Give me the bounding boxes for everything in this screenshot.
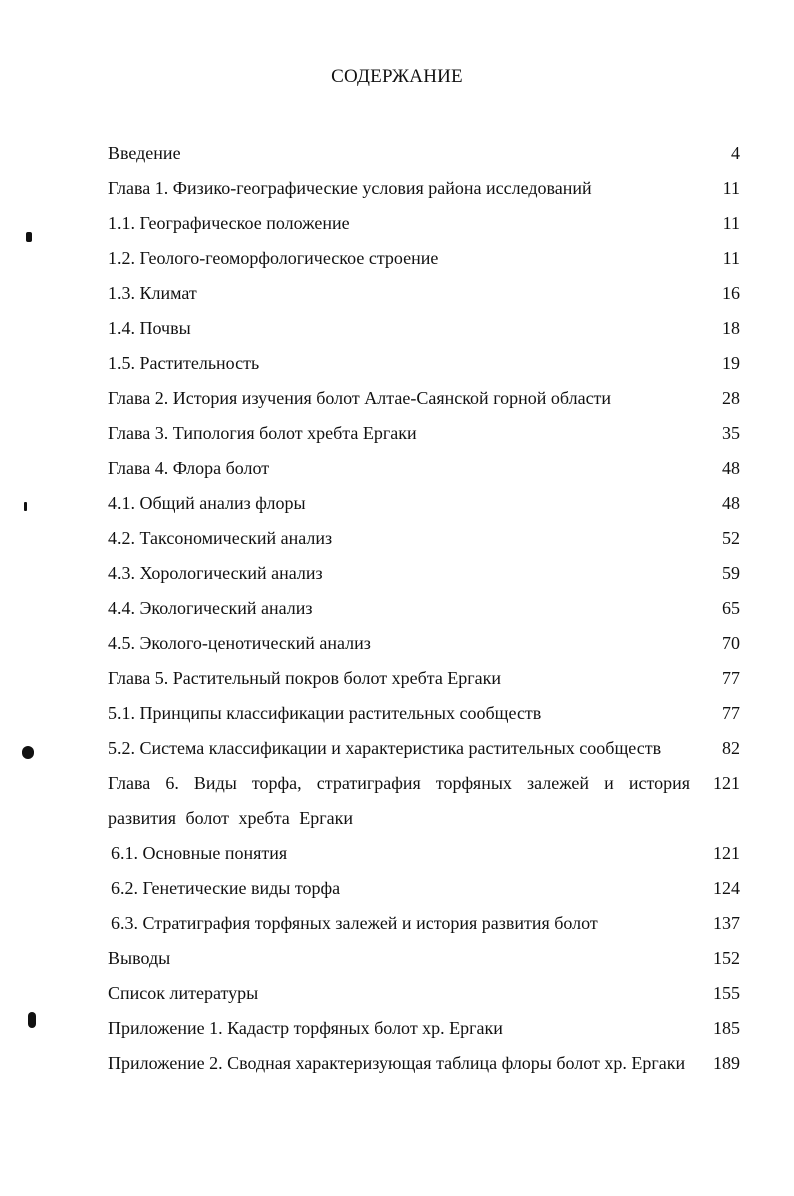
toc-entry-title: Глава 1. Физико-географические условия района исследований [108, 178, 592, 198]
toc-entry-page: 155 [713, 983, 740, 1003]
toc-entry-title: Глава 5. Растительный покров болот хребта Ергаки [108, 668, 502, 688]
toc-entry [108, 171, 740, 206]
toc-entry-title: 1.1. Географическое положение [108, 213, 350, 233]
toc-entry [108, 206, 740, 241]
toc-entry-title: Приложение 1. Кадастр торфяных болот хр. Ергаки [108, 1018, 503, 1038]
toc-entry-page: 18 [722, 318, 740, 338]
toc-entry [108, 556, 740, 591]
toc-entry [108, 766, 740, 836]
toc-entry-title: 1.3. Климат [108, 283, 197, 303]
toc-entry-page: 11 [722, 178, 740, 198]
toc-entry [108, 486, 740, 521]
toc-entry-title: 5.2. Система классификации и характеристика растительных сообществ [108, 738, 662, 758]
toc-entry-page: 152 [713, 948, 740, 968]
toc-entry-page: 185 [713, 1018, 740, 1038]
toc-entry [108, 1011, 740, 1046]
toc-entry [108, 626, 740, 661]
toc-entry-page: 70 [722, 633, 740, 653]
toc-entry [108, 836, 740, 871]
toc-entry [108, 311, 740, 346]
toc-entry-page: 52 [722, 528, 740, 548]
toc-entry [108, 906, 740, 941]
toc-entry-title: Введение [108, 143, 181, 163]
toc-entry [108, 661, 740, 696]
toc-entry-title: 6.2. Генетические виды торфа [111, 878, 341, 898]
toc-entry-page: 28 [722, 388, 740, 408]
toc-entry-page: 77 [722, 703, 740, 723]
toc-entry-title: 4.4. Экологический анализ [108, 598, 313, 618]
toc-entry-title: 4.3. Хорологический анализ [108, 563, 323, 583]
toc-entry-title: Глава 2. История изучения болот Алтае-Саянской горной области [108, 388, 612, 408]
toc-entry-title: Приложение 2. Сводная характеризующая таблица флоры болот хр. Ергаки [108, 1053, 686, 1073]
toc-entry-title: Глава 3. Типология болот хребта Ергаки [108, 423, 417, 443]
toc-entry [108, 276, 740, 311]
toc-entry [108, 591, 740, 626]
toc-entry-page: 82 [722, 738, 740, 758]
toc-entry-page: 77 [722, 668, 740, 688]
toc-entry [108, 696, 740, 731]
toc-entry [108, 416, 740, 451]
toc-entry-page: 4 [731, 143, 740, 163]
toc-entry-title: 1.2. Геолого-геоморфологическое строение [108, 248, 439, 268]
toc-entry [108, 731, 740, 766]
toc-entry [108, 451, 740, 486]
toc-entry-page: 189 [713, 1053, 740, 1073]
toc-entry [108, 1046, 740, 1081]
toc-entry-page: 65 [722, 598, 740, 618]
toc-entry-page: 11 [722, 213, 740, 233]
toc-entry [108, 941, 740, 976]
toc-entry [108, 241, 740, 276]
toc-entry [108, 871, 740, 906]
toc-entry-page: 121 [713, 843, 740, 863]
toc-entry [108, 976, 740, 1011]
toc-entry-title: 1.4. Почвы [108, 318, 191, 338]
toc-entry-page: 137 [713, 913, 740, 933]
table-of-contents [108, 136, 740, 1081]
toc-entry-page: 48 [722, 458, 740, 478]
toc-entry-title: 4.5. Эколого-ценотический анализ [108, 633, 371, 653]
toc-entry-page: 48 [722, 493, 740, 513]
scan-mark [26, 232, 32, 242]
toc-entry-page: 35 [722, 423, 740, 443]
toc-entry [108, 136, 740, 171]
toc-entry-page: 121 [713, 773, 740, 793]
toc-entry-page: 19 [722, 353, 740, 373]
toc-entry [108, 521, 740, 556]
toc-entry-page: 124 [713, 878, 740, 898]
scan-mark [24, 502, 27, 511]
toc-entry [108, 381, 740, 416]
toc-entry-title: 4.2. Таксономический анализ [108, 528, 333, 548]
toc-entry-title: 6.3. Стратиграфия торфяных залежей и история развития болот [111, 913, 598, 933]
scan-mark [28, 1012, 36, 1028]
toc-entry-page: 59 [722, 563, 740, 583]
toc-entry-title: Глава 6. Виды торфа, стратиграфия торфяных залежей и история развития болот хребта Ергаки [108, 773, 690, 828]
toc-entry-title: 4.1. Общий анализ флоры [108, 493, 306, 513]
toc-entry-page: 16 [722, 283, 740, 303]
page-title: СОДЕРЖАНИЕ [331, 66, 463, 87]
toc-entry-title: 5.1. Принципы классификации растительных сообществ [108, 703, 542, 723]
toc-entry [108, 346, 740, 381]
toc-entry-title: Список литературы [108, 983, 259, 1003]
scan-mark [22, 746, 34, 759]
toc-entry-page: 11 [722, 248, 740, 268]
toc-entry-title: Выводы [108, 948, 171, 968]
toc-entry-title: 1.5. Растительность [108, 353, 260, 373]
toc-entry-title: Глава 4. Флора болот [108, 458, 270, 478]
toc-entry-title: 6.1. Основные понятия [111, 843, 288, 863]
